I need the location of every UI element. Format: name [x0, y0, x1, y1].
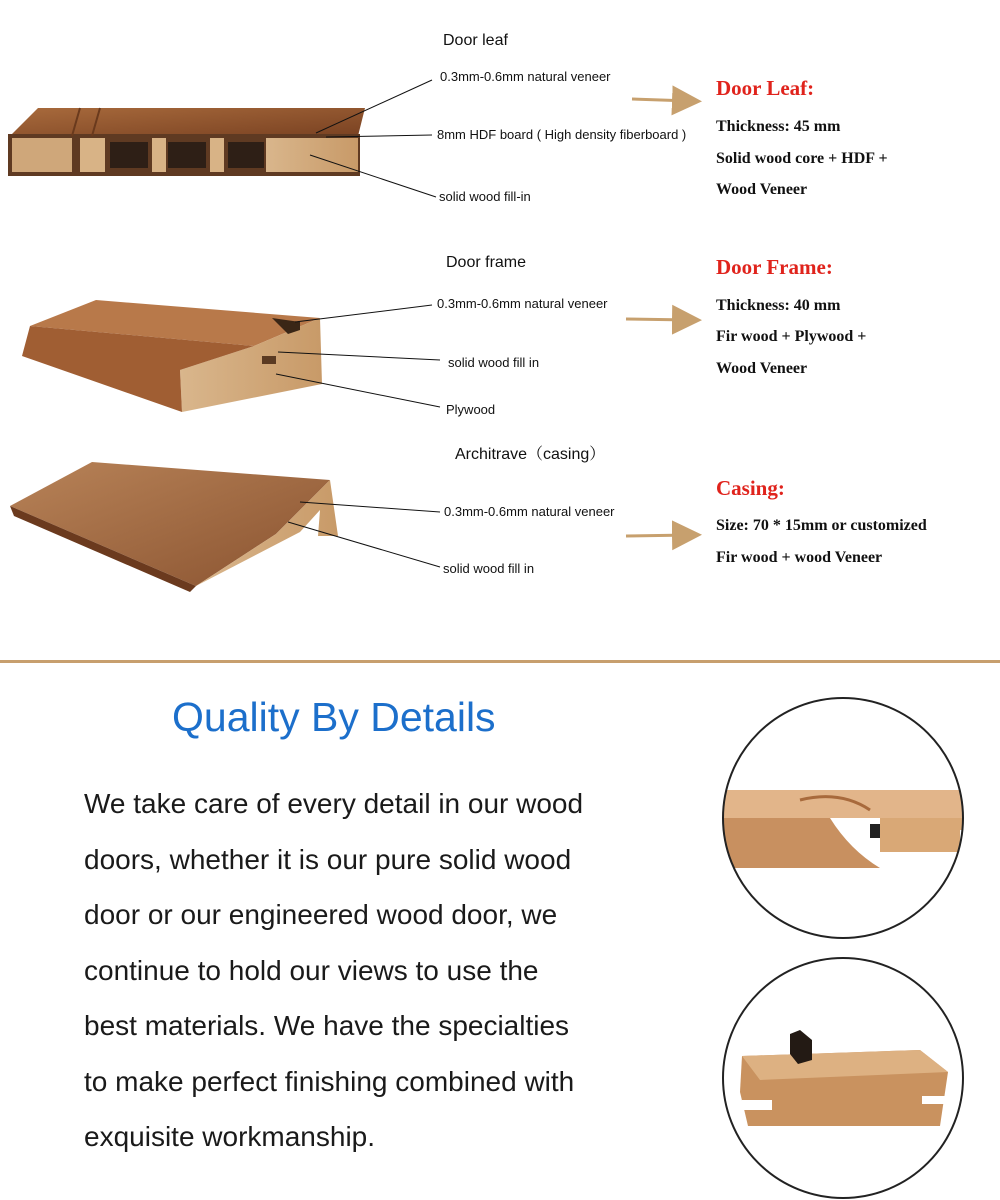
door-frame-label-veneer: 0.3mm-0.6mm natural veneer: [437, 296, 608, 311]
door-frame-label-plywood: Plywood: [446, 402, 496, 417]
door-leaf-spec-line: Wood Veneer: [716, 181, 808, 198]
paragraph-line: We take care of every detail in our wood: [84, 788, 584, 819]
arrows: [626, 99, 690, 536]
door-leaf-spec-line: Thickness: 45 mm: [716, 118, 841, 135]
door-leaf-image: [8, 108, 365, 176]
door-leaf-label-hdf: 8mm HDF board ( High density fiberboard ): [437, 127, 687, 142]
casing-label-veneer: 0.3mm-0.6mm natural veneer: [444, 504, 615, 519]
door-frame-spec-line: Wood Veneer: [716, 360, 808, 377]
door-frame-spec-line: Thickness: 40 mm: [716, 297, 841, 314]
detail-circle-joint: [720, 696, 970, 946]
door-frame-image: [22, 300, 322, 412]
paragraph-line: door or our engineered wood door, we: [84, 899, 558, 930]
paragraph-line: exquisite workmanship.: [84, 1121, 376, 1152]
door-leaf-heading: Door leaf: [443, 32, 508, 49]
quality-title: Quality By Details: [172, 694, 496, 740]
door-frame-label-fill: solid wood fill in: [448, 355, 540, 370]
door-leaf-spec-title: Door Leaf:: [716, 76, 815, 100]
casing-spec-line: Size: 70 * 15mm or customized: [716, 517, 927, 534]
door-frame-heading: Door frame: [446, 254, 527, 271]
arrow-casing: [626, 535, 690, 536]
arrow-door-leaf: [632, 99, 690, 101]
casing-heading: Architrave（casing）: [455, 446, 606, 463]
casing-spec-title: Casing:: [716, 476, 785, 500]
casing-label-fill: solid wood fill in: [443, 561, 535, 576]
paragraph-line: best materials. We have the specialties: [84, 1010, 570, 1041]
door-frame-spec-title: Door Frame:: [716, 255, 833, 279]
door-leaf-spec-line: Solid wood core + HDF +: [716, 150, 888, 167]
casing-image: [10, 462, 338, 592]
door-leaf-label-veneer: 0.3mm-0.6mm natural veneer: [440, 69, 611, 84]
paragraph-line: doors, whether it is our pure solid wood: [84, 844, 572, 875]
door-leaf-label-fill: solid wood fill-in: [439, 189, 531, 204]
door-frame-spec-line: Fir wood + Plywood +: [716, 328, 867, 345]
arrow-door-frame: [626, 319, 690, 320]
casing-spec-line: Fir wood + wood Veneer: [716, 549, 883, 566]
section-divider: [0, 660, 1000, 663]
paragraph-line: continue to hold our views to use the: [84, 955, 539, 986]
paragraph-line: to make perfect finishing combined with: [84, 1066, 575, 1097]
detail-circle-seal: [720, 956, 970, 1200]
